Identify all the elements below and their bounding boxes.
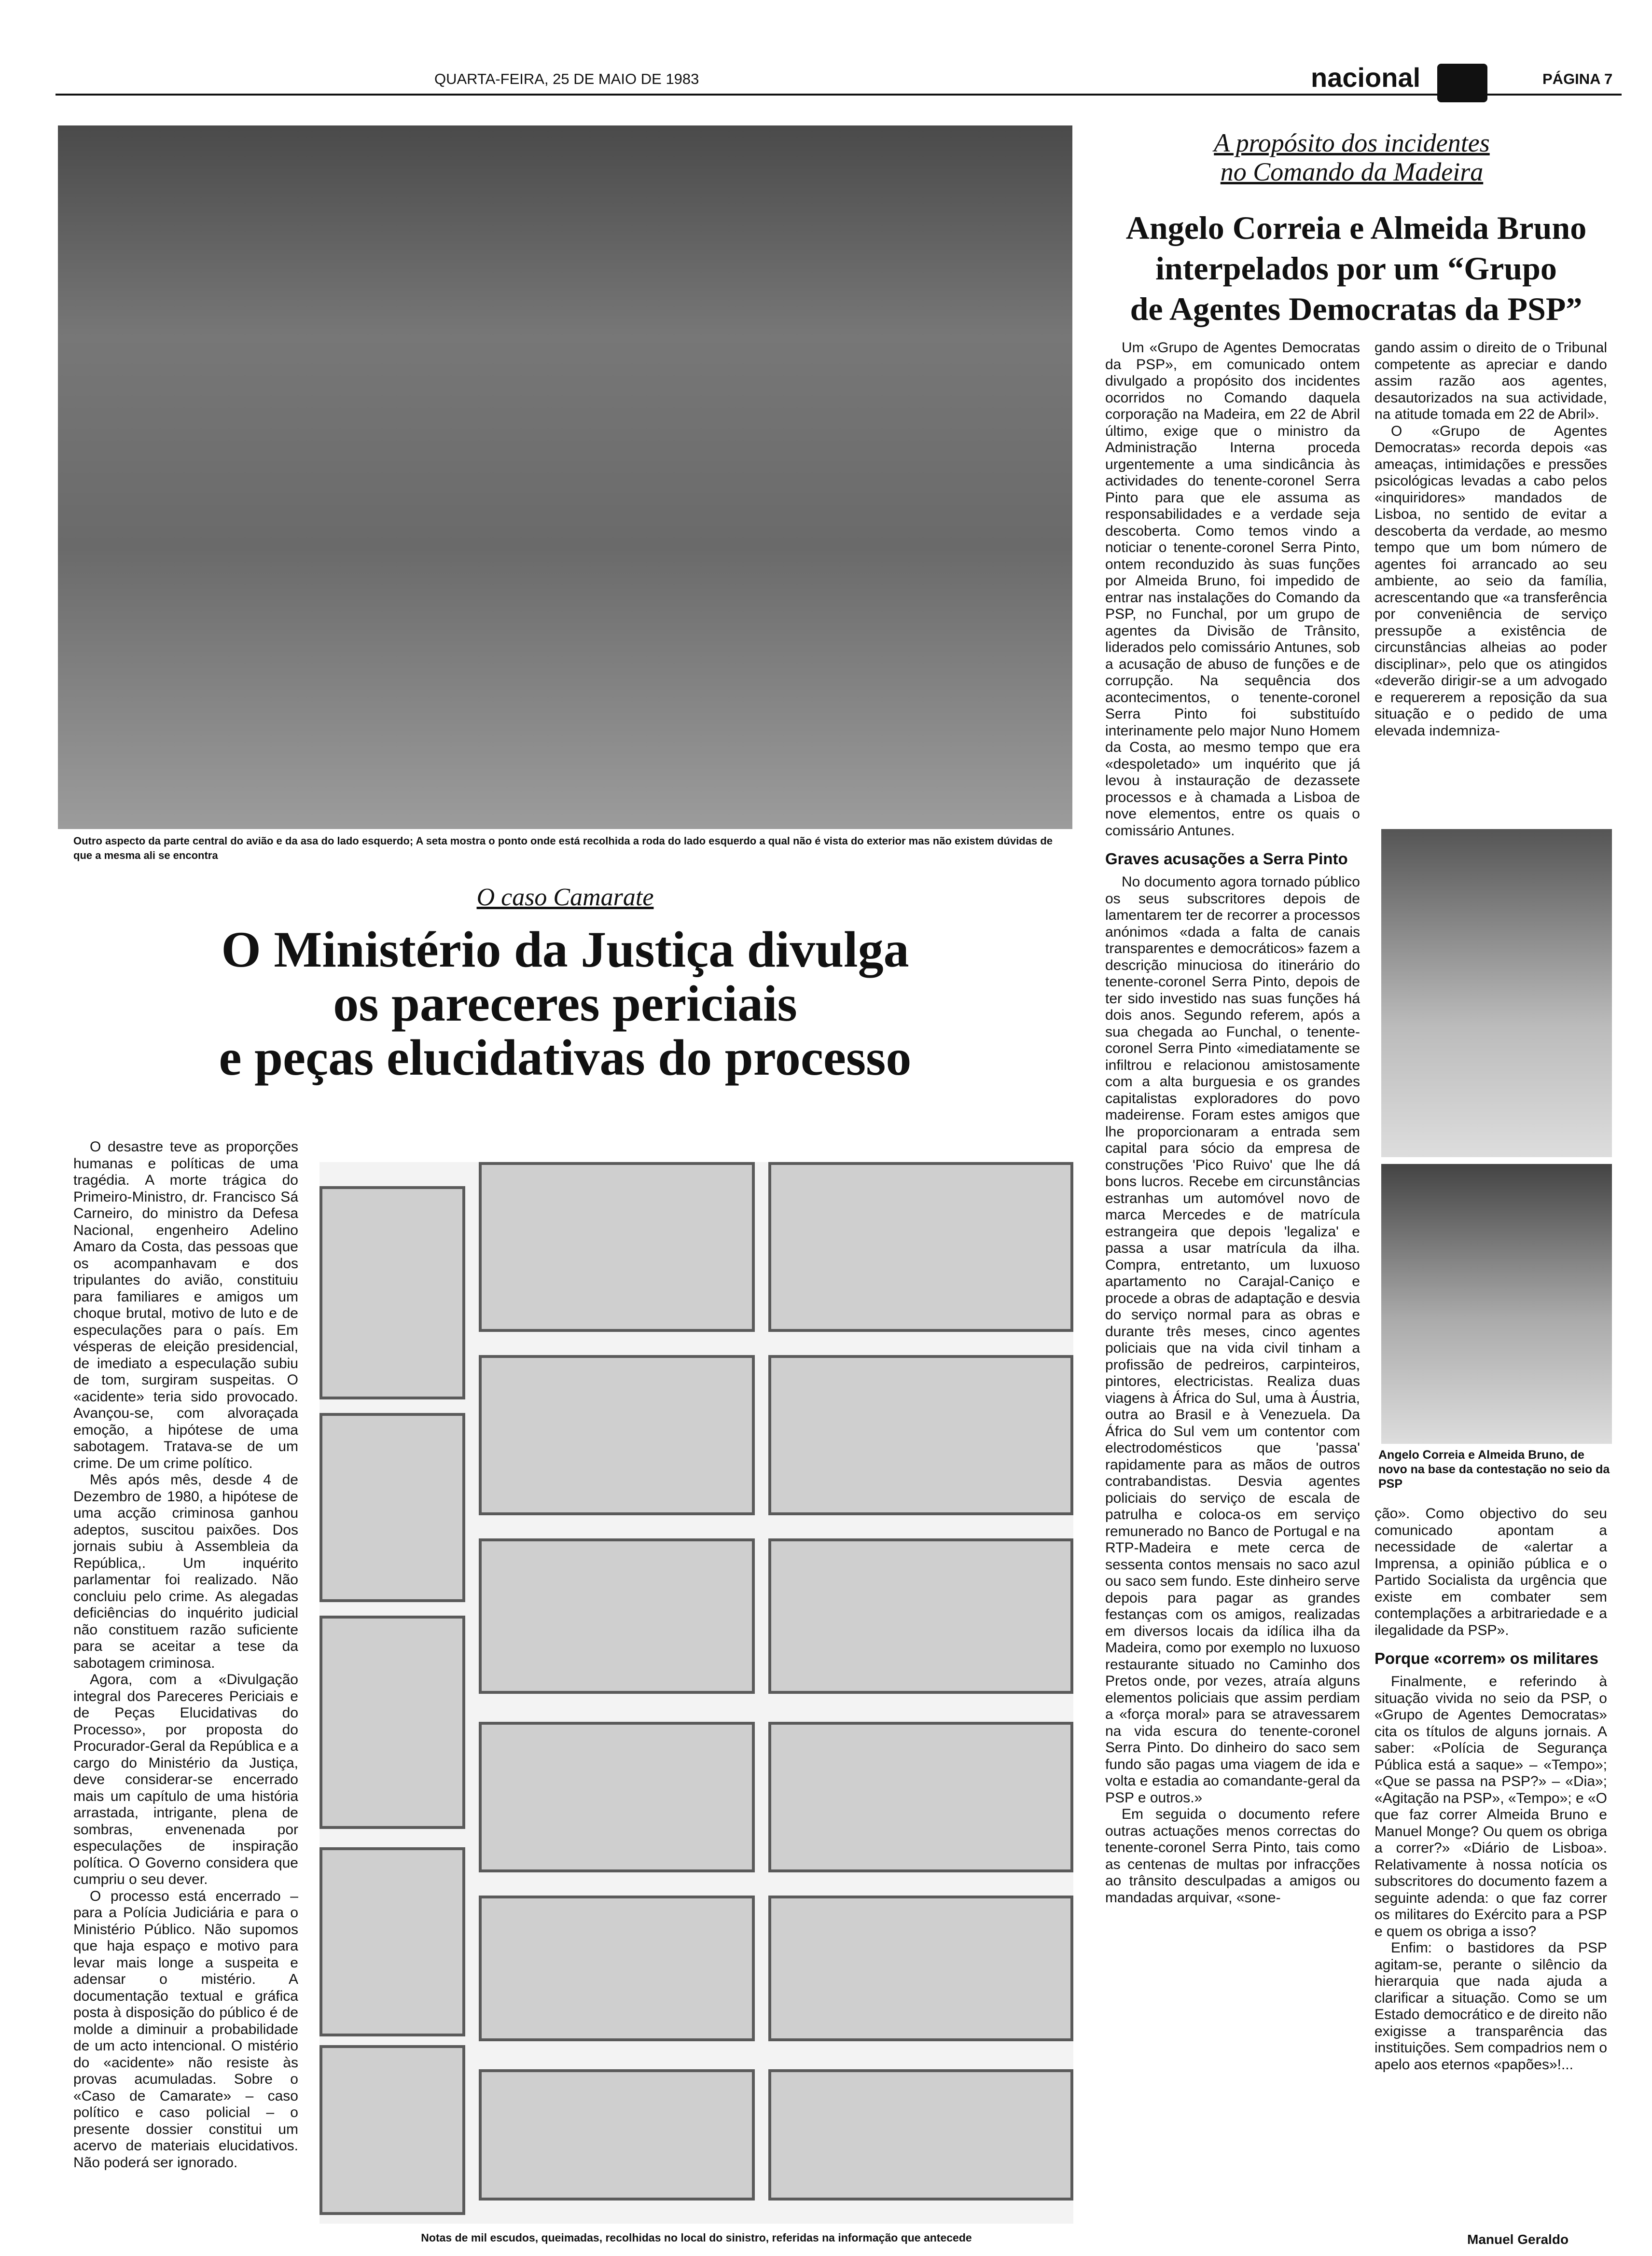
- psp-subhead-militares: Porque «correm» os militares: [1374, 1649, 1599, 1667]
- psp-headline-line2: interpelados por um “Grupo: [1155, 250, 1557, 287]
- banknote-image: [479, 2069, 755, 2201]
- camarate-paragraph: Agora, com a «Divulgação integral dos Pareceres Periciais e de Peças Elucidativas do Processo», por proposta do Procurador-Geral da República e a cargo do Ministério da Justiça, deve considerar-se encerrado mais um capítulo de uma história arrastada, intrigante, plena de sombras, envenenada por especulações de inspiração política. O Governo considera que cumpriu o seu dever.: [73, 1672, 298, 1887]
- psp-paragraph: Enfim: o bastidores da PSP agitam-se, perante o silêncio da hierarquia que nada ajuda a clarificar a situação. Como se um Estado democrático e de direito não exigisse a transparência das instituições. Sem compadrios nem o apelo aos eternos «papões»!...: [1374, 1940, 1607, 2073]
- psp-kicker-line1: A propósito dos incidentes: [1214, 128, 1490, 157]
- banknote-image: [319, 2045, 465, 2215]
- camarate-headline-line1: O Ministério da Justiça divulga: [221, 921, 909, 978]
- psp-paragraph: Em seguida o documento refere outras actuações menos correctas do tenente-coronel Serra Pinto, tais como as centenas de multas por infracções ao trânsito desculpadas a amigos ou mandadas arquivar, «sone-: [1105, 1806, 1360, 1906]
- camarate-headline-line3: e peças elucidativas do processo: [219, 1029, 912, 1086]
- banknote-image: [768, 1722, 1073, 1872]
- banknote-image: [319, 1847, 465, 2036]
- banknote-image: [319, 1616, 465, 1829]
- banknote-image: [479, 1538, 755, 1694]
- byline: Manuel Geraldo: [1467, 2232, 1569, 2247]
- banknote-image: [479, 1722, 755, 1872]
- psp-kicker-line2: no Comando da Madeira: [1220, 157, 1484, 186]
- angelo-correia-portrait-photo: [1381, 829, 1612, 1157]
- psp-headline-line1: Angelo Correia e Almeida Bruno: [1125, 209, 1587, 246]
- psp-subhead-graves: Graves acusações a Serra Pinto: [1105, 850, 1348, 868]
- portraits-caption: Angelo Correia e Almeida Bruno, de novo na base da contestação no seio da PSP: [1378, 1448, 1610, 1491]
- psp-kicker: [1103, 128, 1600, 186]
- banknote-image: [479, 1355, 755, 1515]
- psp-paragraph: Finalmente, e referindo à situação vivida no seio da PSP, o «Grupo de Agentes Democratas» cita os títulos de alguns jornais. A saber: «Polícia de Segurança Pública está a saque» – «Tempo»; «Que se passa na PSP?» – «Dia»; «Agitação na PSP», «Tempo»; e «O que faz correr Almeida Bruno e Manuel Monge? Ou quem os obriga a correr?» «Diário de Lisboa». Relativamente à nossa notícia os subscritores do documento fazem a seguinte adenda: o que faz correr os militares do Exército para a PSP e quem os obriga a isso?: [1374, 1674, 1607, 1939]
- wreckage-photo-caption: Outro aspecto da parte central do avião e da asa do lado esquerdo; A seta mostra o ponto onde está recolhida a roda do lado esquerdo a qual não é vista do exterior mas não existem dúvidas de que a mesma ali se encontra: [73, 835, 1053, 861]
- banknote-image: [768, 1162, 1073, 1332]
- psp-headline-line3: de Agentes Democratas da PSP”: [1130, 291, 1583, 327]
- banknote-image: [768, 2069, 1073, 2201]
- camarate-kicker: O caso Camarate: [476, 884, 654, 911]
- header-rule: [56, 94, 1622, 96]
- section-name: nacional: [1311, 62, 1421, 93]
- psp-headline: [1091, 208, 1622, 329]
- camarate-column: [73, 1139, 298, 2171]
- camarate-paragraph: Mês após mês, desde 4 de Dezembro de 1980, a hipótese de uma acção criminosa ganhou adeptos, suscitou paixões. Dos jornais subiu à Assembleia da República,. Um inquérito parlamentar foi realizado. Não concluiu pelo crime. As alegadas deficiências do inquérito judicial não constituem razão suficiente para se aceitar a tese da sabotagem criminosa.: [73, 1472, 298, 1671]
- banknote-image: [319, 1186, 465, 1399]
- issue-date: QUARTA-FEIRA, 25 DE MAIO DE 1983: [434, 70, 699, 87]
- banknote-image: [768, 1896, 1073, 2041]
- burned-banknotes-photo: [319, 1162, 1073, 2224]
- camarate-headline: [58, 923, 1072, 1085]
- banknote-image: [479, 1896, 755, 2041]
- camarate-paragraph: O processo está encerrado – para a Polícia Judiciária e para o Ministério Público. Não supomos que haja espaço e motivo para levar mais longe a suspeita e adensar o mistério. A documentação textual e gráfica posta à disposição do público é de molde a diminuir a probabilidade de um acto intencional. O mistério do «acidente» não resiste às provas acumuladas. Sobre o «Caso de Camarate» – caso político e caso policial – o presente dossier constitui um acervo de materiais elucidativos. Não poderá ser ignorado.: [73, 1888, 298, 2171]
- psp-column-2-continued: [1374, 1506, 1607, 2073]
- psp-column-2: [1374, 340, 1607, 739]
- camarate-headline-line2: os pareceres periciais: [333, 975, 797, 1032]
- psp-paragraph: O «Grupo de Agentes Democratas» recorda depois «as ameaças, intimidações e pressões psicológicas levadas a cabo pelos «inquiridores» mandados de Lisboa, no sentido de evitar a descoberta da verdade, ao mesmo tempo que um bom número de agentes foi arrancado ao seu ambiente, ao seio da família, acrescentando que «a transferência por conveniência de serviço pressupõe a existência de circunstâncias alheias ao poder disciplinar», pelo que os atingidos «deverão dirigir-se a um advogado e requererem a reposição da sua situação e o pedido de uma elevada indemniza-: [1374, 423, 1607, 739]
- psp-column-1: [1105, 340, 1360, 1906]
- psp-paragraph: No documento agora tornado público os seus subscritores depois de lamentarem ter de recorrer a processos anónimos «dada a falta de canais transparentes e democráticos» fazem a descrição minuciosa do itinerário do tenente-coronel Serra Pinto, depois de ter sido investido nas suas funções há dois anos. Segundo referem, após a sua chegada ao Funchal, o tenente-coronel Serra Pinto «imediatamente se infiltrou e relacionou amistosamente com a alta burguesia e os grandes capitalistas exploradores do povo madeirense. Foram estes amigos que lhe proporcionaram a entrada sem capital para sócio da empresa de construções 'Pico Ruivo' que lhe dá bons lucros. Recebe em circunstâncias estranhas um automóvel novo de marca Mercedes e de matrícula estrangeira que depois 'legaliza' e passa a usar matrícula da ilha. Compra, entretanto, um luxuoso apartamento no Carajal-Caniço e procede a obras de adaptação e desvia do serviço normal para as obras e durante três meses, cinco agentes policiais que na vida civil tinham a profissão de pedreiros, carpinteiros, pintores, electricistas. Realiza duas viagens à África do Sul, uma à Áustria, outra ao Brasil e à Venezuela. Da África do Sul vem um contentor com electrodomésticos que 'passa' rapidamente para as mãos de outros contrabandistas. Desvia agentes policiais do serviço de escala de patrulha e coloca-os em serviço remunerado no Banco de Portugal e na RTP-Madeira e mete cerca de sessenta contos mensais no saco azul ou saco sem fundo. Este dinheiro serve depois para pagar as grandes festanças com os amigos, realizadas em diversos locais da idílica ilha da Madeira, como por exemplo no luxuoso restaurante situado no Caminho dos Pretos onde, por vezes, atraía alguns elementos policiais que assim perdiam a «força moral» para se atravessarem na vida escura do tenente-coronel Serra Pinto. Do dinheiro do saco sem fundo são pagas uma viagem de ida e volta e estadia ao comandante-geral da PSP e outros.»: [1105, 874, 1360, 1806]
- banknote-image: [768, 1355, 1073, 1515]
- banknote-image: [319, 1413, 465, 1602]
- banknote-image: [479, 1162, 755, 1332]
- banknotes-caption: Notas de mil escudos, queimadas, recolhidas no local do sinistro, referidas na informação que antecede: [421, 2231, 972, 2244]
- camarate-paragraph: O desastre teve as proporções humanas e políticas de uma tragédia. A morte trágica do Primeiro-Ministro, dr. Francisco Sá Carneiro, do ministro da Defesa Nacional, engenheiro Adelino Amaro da Costa, das pessoas que os acompanhavam e dos tripulantes do avião, constituiu para familiares e amigos um choque brutal, motivo de luto e de especulações para o país. Em vésperas de eleição presidencial, de imediato a especulação subiu de tom, surgiram suspeitas. O «acidente» teria sido provocado. Avançou-se, com alvoraçada emoção, a hipótese de uma sabotagem. Tratava-se de um crime. De um crime político.: [73, 1139, 298, 1471]
- newspaper-logo-icon: [1437, 64, 1487, 102]
- psp-paragraph: gando assim o direito de o Tribunal competente as apreciar e dando assim razão aos agentes, desautorizados na sua actividade, na atitude tomada em 22 de Abril».: [1374, 340, 1607, 422]
- almeida-bruno-portrait-photo: [1381, 1164, 1612, 1444]
- psp-paragraph: ção». Como objectivo do seu comunicado apontam a necessidade de «alertar a Imprensa, a opinião pública e o Partido Socialista da urgência que existe em combater sem contemplações a arbitrariedade e a ilegalidade da PSP».: [1374, 1506, 1607, 1638]
- page-number: PÁGINA 7: [1542, 70, 1613, 87]
- psp-paragraph: Um «Grupo de Agentes Democratas da PSP», em comunicado ontem divulgado a propósito dos incidentes ocorridos no Comando daquela corporação na Madeira, em 22 de Abril último, exige que o ministro da Administração Interna proceda urgentemente a uma sindicância às actividades do tenente-coronel Serra Pinto para que ele assuma as responsabilidades e a verdade seja descoberta. Como temos vindo a noticiar o tenente-coronel Serra Pinto, ontem reconduzido às suas funções por Almeida Bruno, foi impedido de entrar nas instalações do Comando da PSP, no Funchal, por um grupo de agentes da Divisão de Trânsito, liderados pelo comissário Antunes, sob a acusação de abuso de funções e de corrupção. Na sequência dos acontecimentos, o tenente-coronel Serra Pinto foi substituído interinamente pelo major Nuno Homem da Costa, ao mesmo tempo que era «despoletado» um inquérito que já levou à instauração de dezassete processos e à chamada a Lisboa de nove elementos, entre os quais o comissário Antunes.: [1105, 340, 1360, 839]
- plane-wreckage-photo: [58, 125, 1072, 829]
- banknote-image: [768, 1538, 1073, 1694]
